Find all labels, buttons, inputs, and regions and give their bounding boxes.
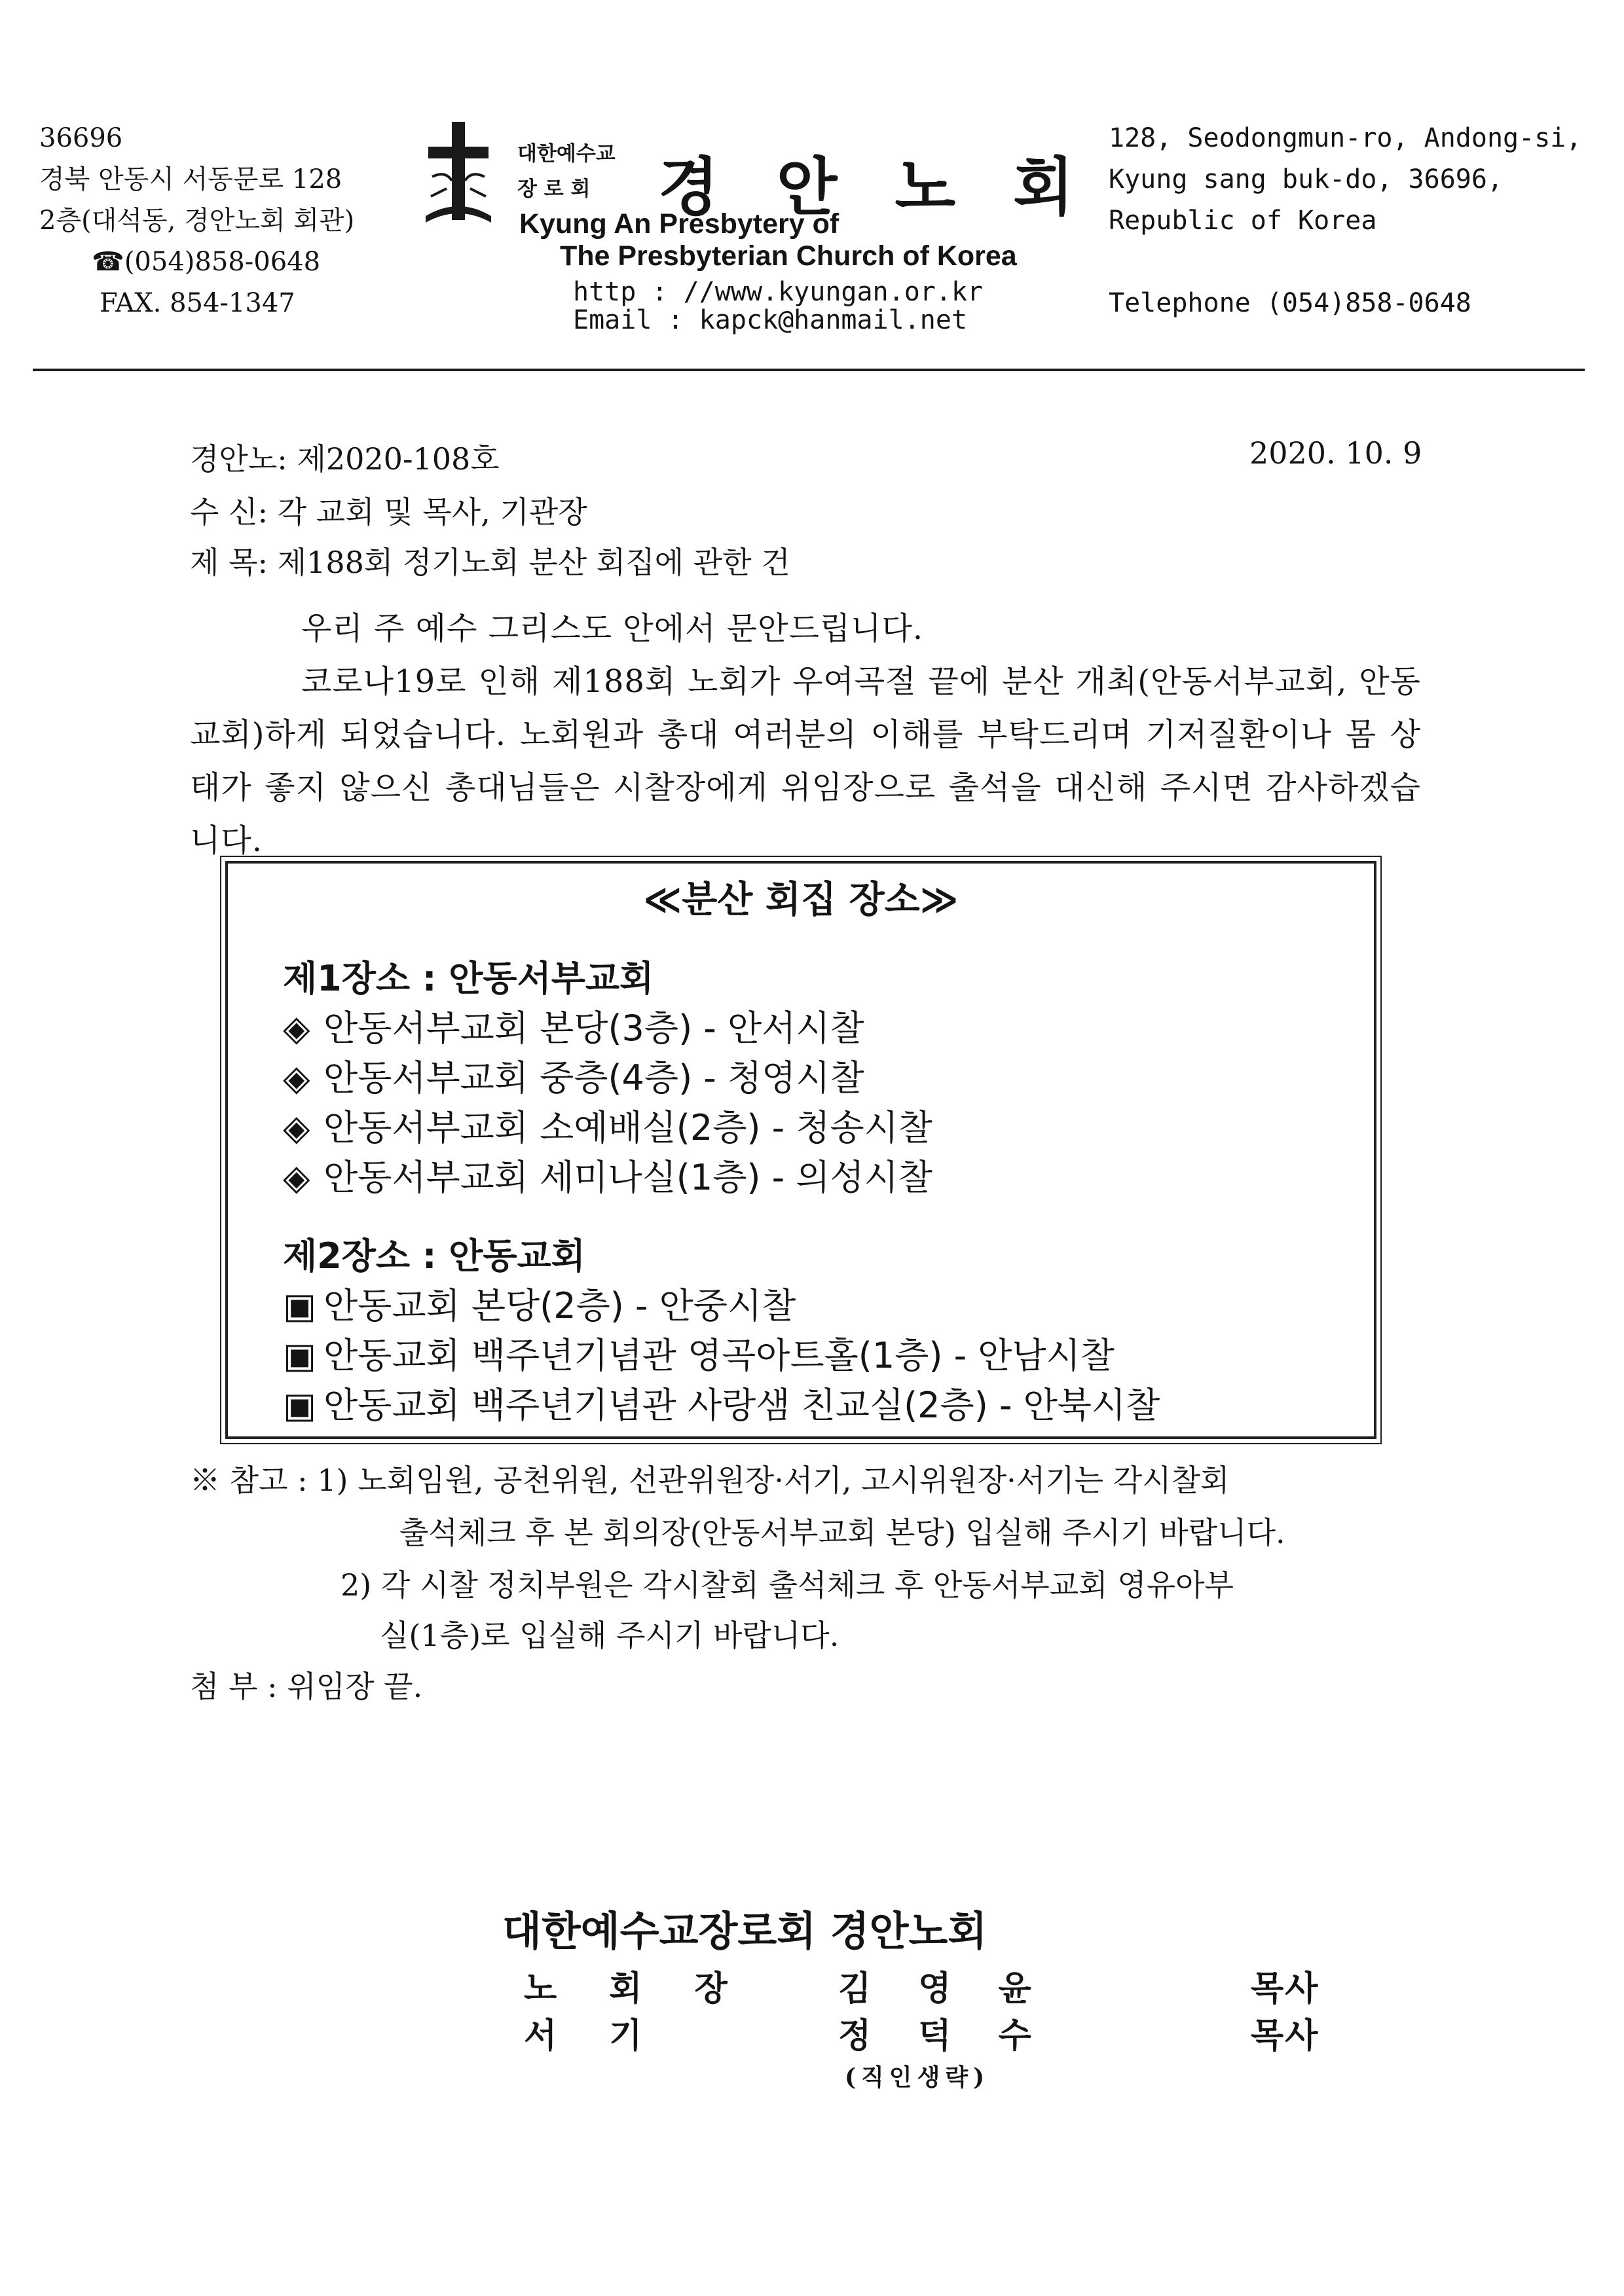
- address-line-2: 2층(대석동, 경안노회 회관): [39, 206, 355, 236]
- diamond-bullet-icon: ◈: [283, 1008, 310, 1049]
- body-paragraph: 코로나19로 인해 제188회 노회가 우여곡절 끝에 분산 개최(안동서부교회, 안동교회)하게 되었습니다. 노회원과 총대 여러분의 이해를 부탁드리며 기저질환이나 몸 상태가 좋지 않으신 총대님들은 시찰장에게 위임장으로 출석을 대신해 주시면 감사하겠습니다.: [190, 663, 1421, 859]
- square-bullet-icon: ▣: [283, 1285, 317, 1326]
- subject: 제 목: 제188회 정기노회 분산 회집에 관한 건: [190, 545, 790, 580]
- signature-org: 대한예수교장로회 경안노회: [502, 1907, 987, 1955]
- org-name-en-line1: Kyung An Presbytery of: [519, 208, 840, 240]
- site1-heading: 제1장소 : 안동서부교회: [283, 958, 654, 999]
- signer-role: 노회장: [524, 1969, 780, 2009]
- org-name-ko: 경안노회: [658, 151, 1132, 224]
- note-1: ※ 참고 : 1) 노회임원, 공천위원, 선관위원장·서기, 고시위원장·서기는 각시찰회: [190, 1463, 1230, 1498]
- website-url: http : //www.kyungan.or.kr: [573, 277, 984, 307]
- signer-name: 정덕수: [838, 2016, 1079, 2056]
- attachment-line: 첨 부 : 위임장 끝.: [190, 1669, 423, 1704]
- diamond-bullet-icon: ◈: [283, 1157, 310, 1198]
- note-1-cont: 출석체크 후 본 회의장(안동서부교회 본당) 입실해 주시기 바랍니다.: [399, 1515, 1285, 1550]
- org-name-en-line2: The Presbyterian Church of Korea: [560, 240, 1017, 272]
- square-bullet-icon: ▣: [283, 1335, 317, 1376]
- diamond-bullet-icon: ◈: [283, 1057, 310, 1099]
- signer-title: 목사: [1251, 1969, 1320, 2009]
- document-number: 경안노: 제2020-108호: [190, 441, 500, 477]
- postcode: 36696: [39, 123, 123, 153]
- recipients: 수 신: 각 교회 및 목사, 기관장: [190, 494, 587, 530]
- seal-omitted-note: (직인생략): [845, 2064, 990, 2091]
- org-contact-web: [573, 278, 983, 335]
- note-2-cont: 실(1층)로 입실해 주시기 바랍니다.: [380, 1618, 840, 1653]
- signer-role: 서기: [524, 2016, 695, 2056]
- site1-room: ◈ 안동서부교회 소예배실(2층) - 청송시찰: [283, 1107, 932, 1148]
- signature-clerk: [524, 2008, 1319, 2057]
- site1-room: ◈ 안동서부교회 세미나실(1층) - 의성시찰: [283, 1157, 932, 1198]
- square-bullet-icon: ▣: [283, 1385, 317, 1426]
- signer-title: 목사: [1251, 2016, 1320, 2056]
- header-divider: [33, 369, 1585, 371]
- signer-name: 김영윤: [838, 1969, 1079, 2009]
- email-address: Email : kapck@hanmail.net: [573, 305, 968, 335]
- sender-address-ko: [39, 118, 354, 324]
- telephone-en: Telephone (054)858-0648: [1109, 288, 1471, 318]
- site1-room: ◈ 안동서부교회 중층(4층) - 청영시찰: [283, 1057, 864, 1099]
- site2-room: ▣ 안동교회 본당(2층) - 안중시찰: [283, 1285, 796, 1326]
- cross-logo-icon: [419, 118, 498, 236]
- document-date: 2020. 10. 9: [1249, 435, 1422, 471]
- site2-room: ▣ 안동교회 백주년기념관 사랑샘 친교실(2층) - 안북시찰: [283, 1385, 1160, 1426]
- note-2: 2) 각 시찰 정치부원은 각시찰회 출석체크 후 안동서부교회 영유아부: [341, 1567, 1234, 1603]
- venue-box-title: ≪분산 회집 장소≫: [643, 879, 959, 921]
- signature-moderator: [524, 1961, 1319, 2010]
- note-label: ※ 참고 :: [190, 1463, 308, 1498]
- diamond-bullet-icon: ◈: [283, 1107, 310, 1148]
- site1-room: ◈ 안동서부교회 본당(3층) - 안서시찰: [283, 1008, 864, 1049]
- site2-room: ▣ 안동교회 백주년기념관 영곡아트홀(1층) - 안남시찰: [283, 1335, 1115, 1376]
- address-line-1: 경북 안동시 서동문로 128: [39, 164, 342, 194]
- phone-number: ☎(054)858-0648: [92, 247, 321, 277]
- org-denomination: 대한예수교 장 로 회: [517, 142, 616, 201]
- letter-body: [190, 602, 1421, 867]
- sender-address-en: 128, Seodongmun-ro, Andong-si, Kyung sang buk-do, 36696, Republic of Korea Telephone (054)858-0648: [1109, 118, 1581, 324]
- greeting: 우리 주 예수 그리스도 안에서 문안드립니다.: [301, 610, 924, 647]
- fax-number: FAX. 854-1347: [100, 288, 295, 318]
- site2-heading: 제2장소 : 안동교회: [283, 1235, 585, 1277]
